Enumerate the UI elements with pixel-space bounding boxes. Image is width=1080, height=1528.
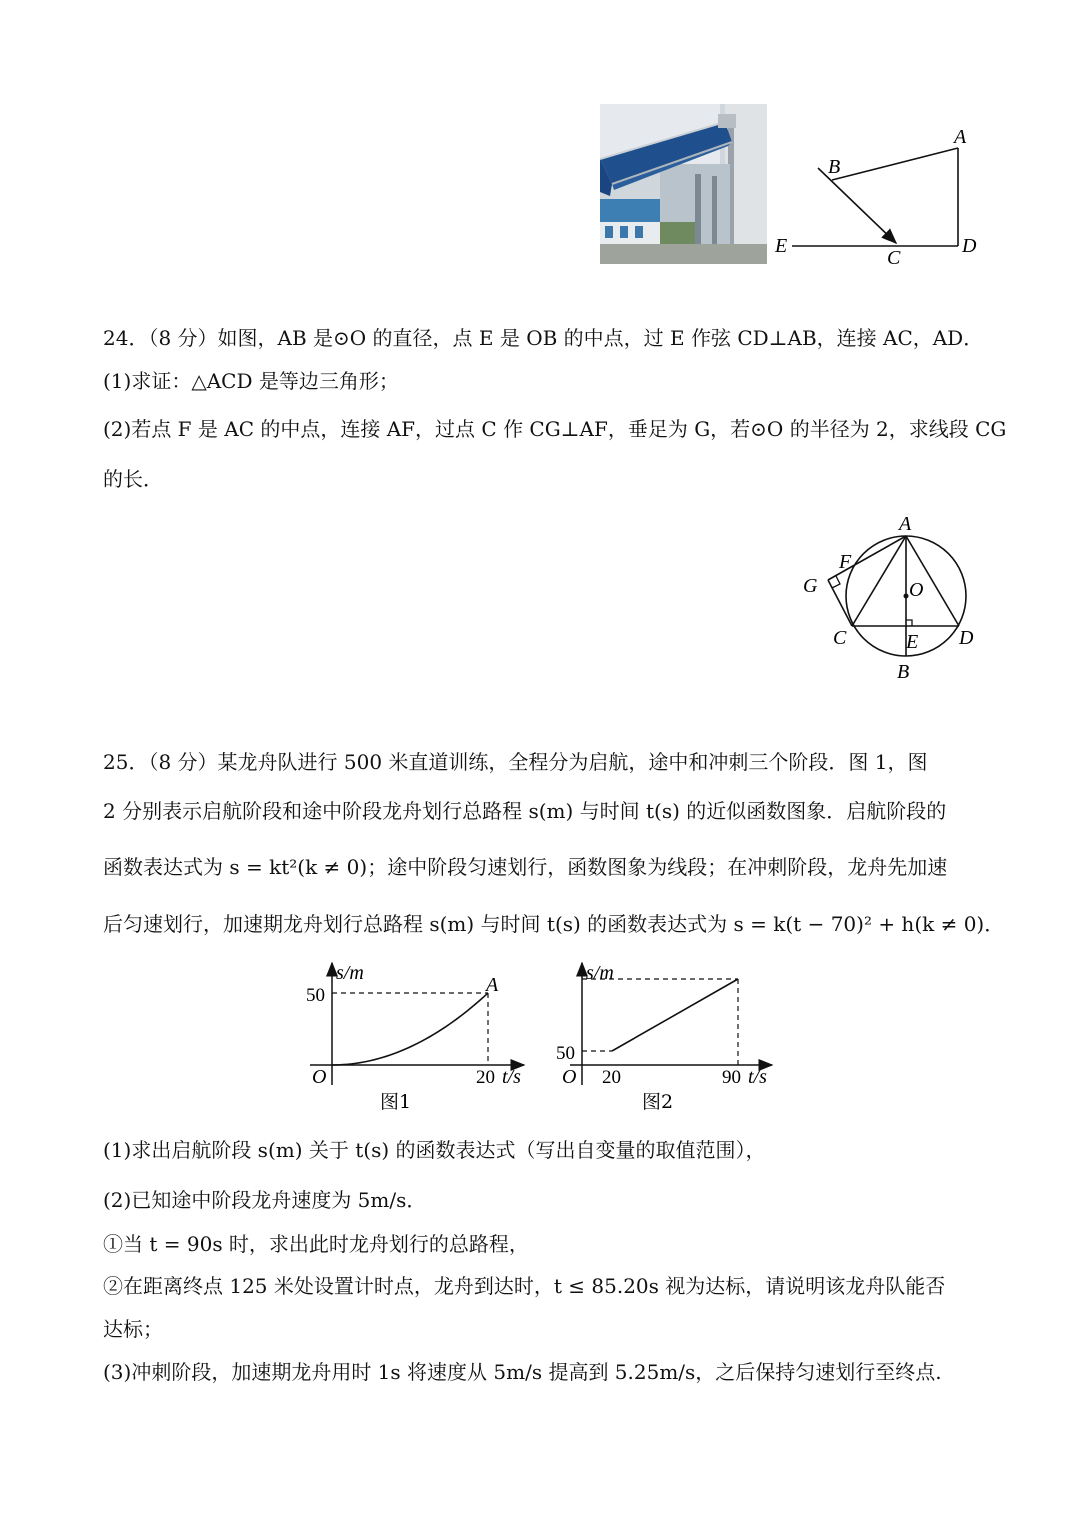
- figure-caption-1: 图1: [380, 1091, 412, 1113]
- y-axis-label: s/m: [336, 962, 364, 984]
- label-D: D: [959, 627, 974, 649]
- q25-part3: (3)冲刺阶段，加速期龙舟用时 1s 将速度从 5m/s 提高到 5.25m/s，之后保持匀速划行至终点.: [103, 1360, 942, 1384]
- point-label-A: A: [486, 974, 499, 996]
- q25-part2-b-line1: ②在距离终点 125 米处设置计时点，龙舟到达时，t ≤ 85.20s 视为达标，请说明该龙舟队能否: [103, 1274, 946, 1298]
- label-E: E: [775, 235, 788, 257]
- series-curve: [332, 993, 488, 1065]
- x-axis-label: t/s: [502, 1066, 521, 1088]
- y-tick-50: 50: [306, 985, 325, 1006]
- label-F: F: [839, 551, 852, 573]
- label-D: D: [962, 235, 977, 257]
- q24-header: [103, 324, 983, 352]
- awning-diagram: [770, 118, 985, 273]
- x-axis-label: t/s: [748, 1066, 767, 1088]
- q24-part2-line1: (2)若点 F 是 AC 的中点，连接 AF，过点 C 作 CG⊥AF，垂足为 G，若⊙O 的半径为 2，求线段 CG: [103, 417, 1007, 441]
- y-axis-label: s/m: [586, 962, 614, 984]
- circle-diagram: [795, 508, 990, 688]
- label-O: O: [909, 579, 924, 601]
- q25-line3: 函数表达式为 s = kt²(k ≠ 0)；途中阶段匀速划行，函数图象为线段；在冲刺阶段，龙舟先加速: [103, 855, 948, 879]
- label-A: A: [954, 126, 967, 148]
- x-tick-90: 90: [722, 1067, 741, 1088]
- y-tick-50: 50: [556, 1043, 575, 1064]
- label-E: E: [906, 631, 919, 653]
- origin-label: O: [312, 1066, 327, 1088]
- q24-part2-line2: 的长．: [103, 467, 163, 491]
- q24-score: （8 分）: [148, 326, 218, 350]
- figure-caption-2: 图2: [642, 1091, 674, 1113]
- q25-score: （8 分）: [148, 750, 218, 774]
- label-A: A: [899, 513, 912, 535]
- q24-number: 24．: [103, 326, 149, 350]
- q25-line1: 某龙舟队进行 500 米直道训练，全程分为启航，途中和冲刺三个阶段．图 1，图: [217, 750, 928, 774]
- label-B: B: [897, 661, 910, 683]
- q25-part2: (2)已知途中阶段龙舟速度为 5m/s．: [103, 1188, 427, 1212]
- label-C: C: [833, 627, 847, 649]
- q25-part1: (1)求出启航阶段 s(m) 关于 t(s) 的函数表达式（写出自变量的取值范围），: [103, 1138, 766, 1162]
- series-segment: [612, 979, 738, 1051]
- q25-line2: 2 分别表示启航阶段和途中阶段龙舟划行总路程 s(m) 与时间 t(s) 的近似函数图象．启航阶段的: [103, 799, 947, 823]
- x-tick-20: 20: [476, 1067, 495, 1088]
- label-G: G: [803, 575, 818, 597]
- awning-photo: [600, 104, 767, 264]
- x-tick-20: 20: [602, 1067, 621, 1088]
- q24-intro: 如图，AB 是⊙O 的直径，点 E 是 OB 的中点，过 E 作弦 CD⊥AB，连接 AC，AD．: [217, 326, 984, 350]
- q25-part2-a: ①当 t = 90s 时，求出此时龙舟划行的总路程，: [103, 1232, 529, 1256]
- origin-label: O: [562, 1066, 577, 1088]
- q25-header: [103, 748, 928, 776]
- q25-number: 25．: [103, 750, 149, 774]
- label-C: C: [887, 247, 901, 269]
- q25-part2-b-line2: 达标；: [103, 1317, 163, 1341]
- q24-part1: (1)求证：△ACD 是等边三角形；: [103, 369, 399, 393]
- label-B: B: [828, 156, 841, 178]
- chart-figure-1: [300, 955, 540, 1115]
- q25-line4: 后匀速划行，加速期龙舟划行总路程 s(m) 与时间 t(s) 的函数表达式为 s = k(t − 70)² + h(k ≠ 0)．: [103, 912, 1005, 936]
- chart-figure-2: [550, 955, 790, 1115]
